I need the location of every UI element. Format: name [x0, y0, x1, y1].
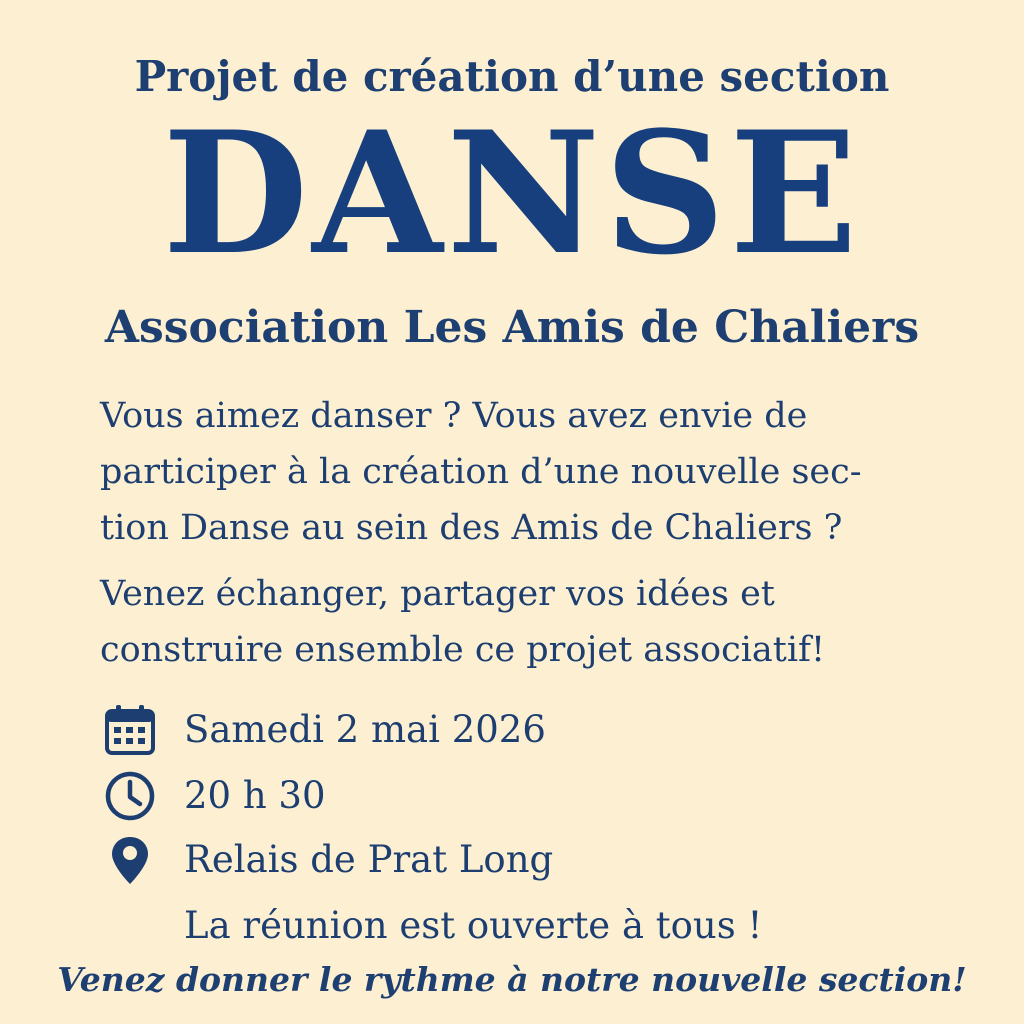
event-place-row	[100, 830, 920, 890]
event-place: Relais de Prat Long	[184, 838, 554, 881]
intro-line: tion Danse au sein des Amis de Chaliers ?	[100, 508, 843, 548]
poster-title: DANSE	[162, 94, 862, 292]
calendar-icon	[100, 700, 160, 760]
clock-icon	[100, 766, 160, 826]
event-date-row	[100, 700, 920, 760]
event-time: 20 h 30	[184, 774, 326, 817]
invitation-line: Venez échanger, partager vos idées et	[100, 574, 775, 614]
invitation-line: construire ensemble ce projet associatif!	[100, 630, 826, 670]
event-time-row	[100, 766, 920, 826]
intro-paragraph	[100, 388, 930, 556]
location-pin-icon	[100, 830, 160, 890]
association-name: Association Les Amis de Chaliers	[104, 302, 920, 353]
intro-line: participer à la création d’une nouvelle sec-	[100, 452, 862, 492]
event-date: Samedi 2 mai 2026	[184, 708, 546, 751]
invitation-paragraph	[100, 566, 930, 678]
open-meeting-note: La réunion est ouverte à tous !	[184, 904, 763, 947]
closing-tagline: Venez donner le rythme à notre nouvelle section!	[57, 960, 967, 999]
poster-subtitle: Projet de création d’une section	[134, 52, 890, 101]
intro-line: Vous aimez danser ? Vous avez envie de	[100, 396, 808, 436]
